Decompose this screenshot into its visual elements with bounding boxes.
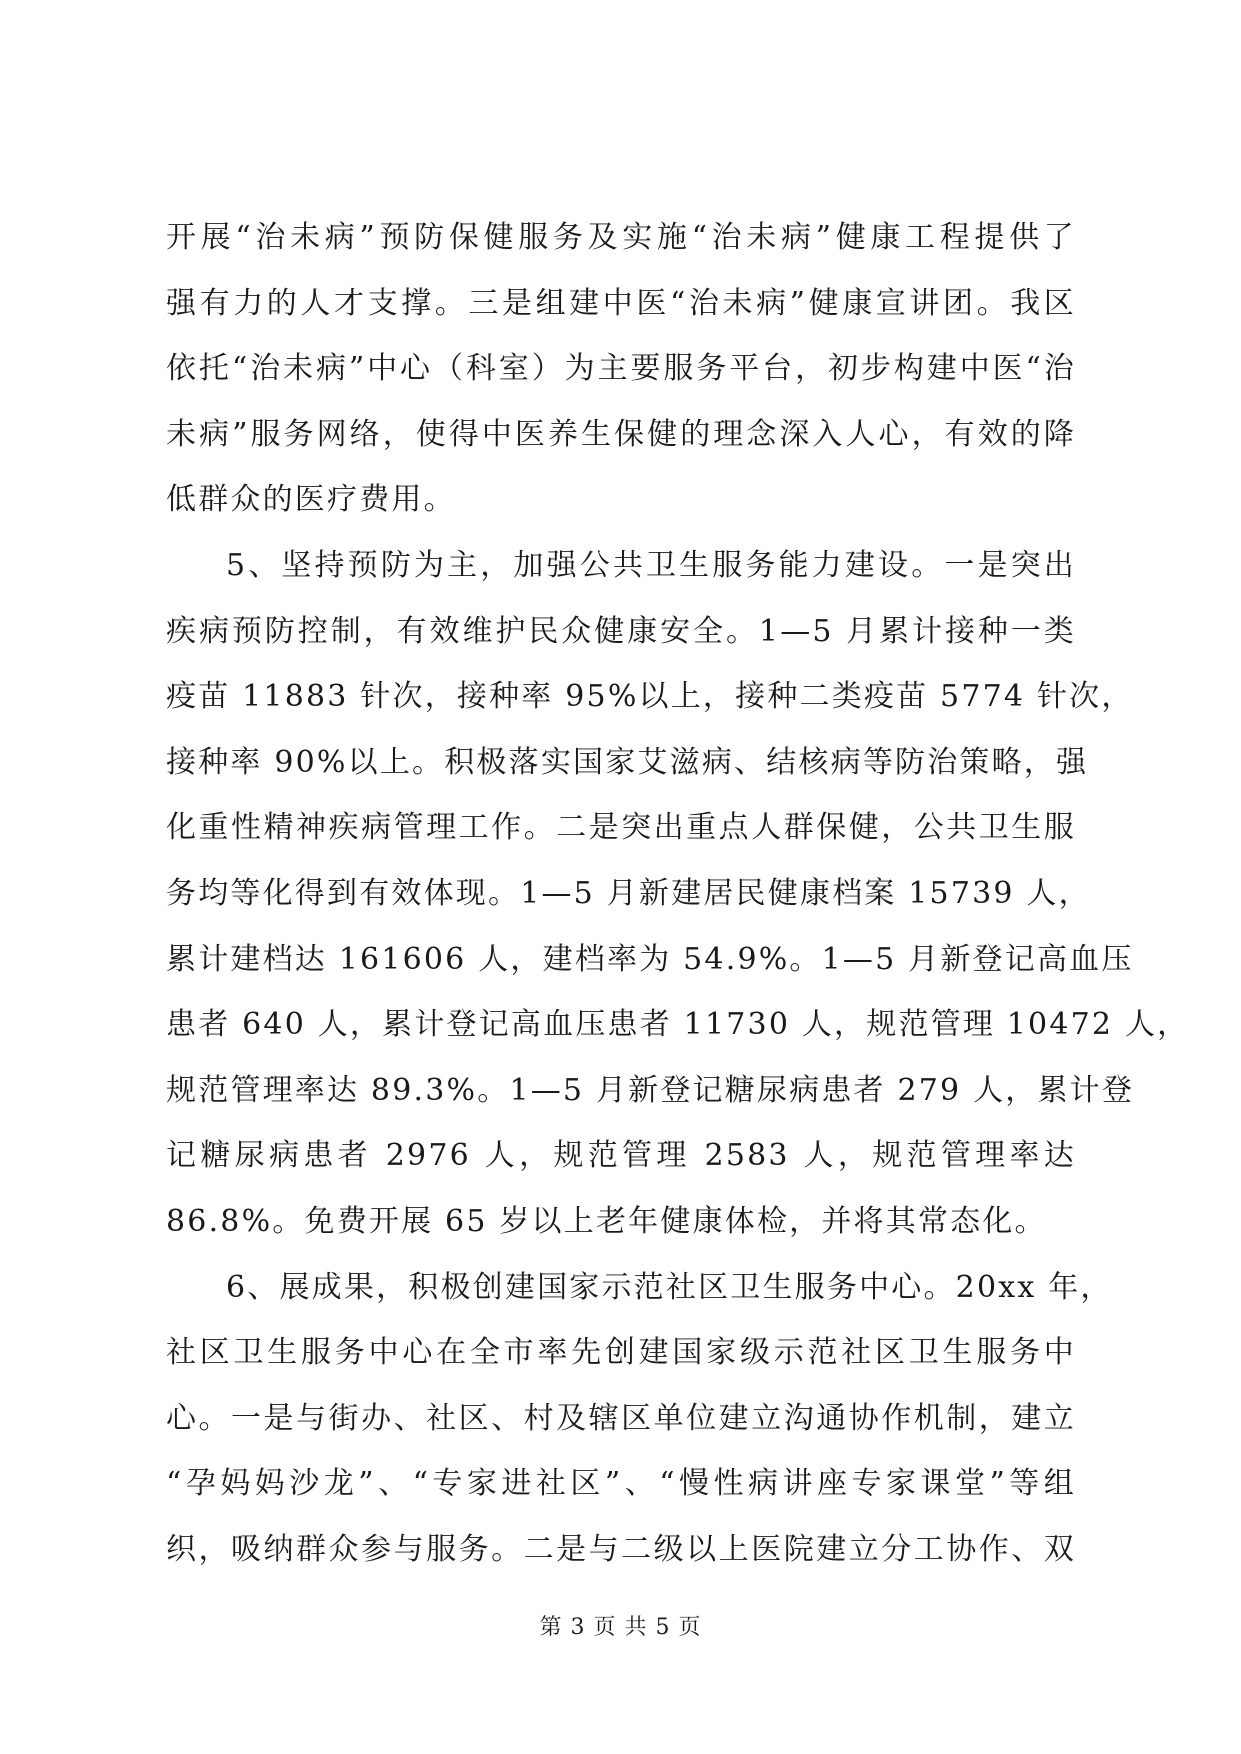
paragraph xyxy=(166,205,1076,533)
text-line: 5、坚持预防为主，加强公共卫生服务能力建设。一是突出 xyxy=(226,547,1076,583)
text-line: 86.8%。免费开展 65 岁以上老年健康体检，并将其常态化。 xyxy=(166,1203,1047,1239)
text-line: 规范管理率达 89.3%。1—5 月新登记糖尿病患者 279 人，累计登 xyxy=(166,1072,1135,1108)
document-body xyxy=(166,205,1190,1582)
text-line: 务均等化得到有效体现。1—5 月新建居民健康档案 15739 人， xyxy=(166,875,1091,911)
text-line: 依托“治未病”中心（科室）为主要服务平台，初步构建中医“治 xyxy=(166,351,1076,387)
text-line: 接种率 90%以上。积极落实国家艾滋病、结核病等防治策略，强 xyxy=(166,744,1089,780)
text-line: 强有力的人才支撑。三是组建中医“治未病”健康宣讲团。我区 xyxy=(166,285,1076,321)
text-line: “孕妈妈沙龙”、“专家进社区”、“慢性病讲座专家课堂”等组 xyxy=(166,1466,1076,1502)
text-line: 开展“治未病”预防保健服务及实施“治未病”健康工程提供了 xyxy=(166,220,1076,255)
text-line: 织，吸纳群众参与服务。二是与二级以上医院建立分工协作、双 xyxy=(166,1531,1076,1567)
page-number-footer: 第 3 页 共 5 页 xyxy=(539,1615,702,1640)
paragraph xyxy=(166,1255,1113,1583)
text-line: 未病”服务网络，使得中医养生保健的理念深入人心，有效的降 xyxy=(166,416,1076,452)
text-line: 心。一是与街办、社区、村及辖区单位建立沟通协作机制，建立 xyxy=(166,1400,1076,1436)
text-line: 疫苗 11883 针次，接种率 95%以上，接种二类疫苗 5774 针次， xyxy=(166,679,1134,715)
text-line: 记糖尿病患者 2976 人，规范管理 2583 人，规范管理率达 xyxy=(166,1138,1076,1174)
text-line: 社区卫生服务中心在全市率先创建国家级示范社区卫生服务中 xyxy=(166,1335,1076,1371)
text-line: 患者 640 人，累计登记高血压患者 11730 人，规范管理 10472 人， xyxy=(166,1007,1190,1043)
text-line: 6、展成果，积极创建国家示范社区卫生服务中心。20xx 年， xyxy=(226,1269,1113,1305)
text-line: 累计建档达 161606 人，建档率为 54.9%。1—5 月新登记高血压 xyxy=(166,941,1134,977)
text-line: 低群众的医疗费用。 xyxy=(166,482,456,518)
text-line: 化重性精神疾病管理工作。二是突出重点人群保健，公共卫生服 xyxy=(166,810,1076,846)
text-line: 疾病预防控制，有效维护民众健康安全。1—5 月累计接种一类 xyxy=(166,613,1076,649)
paragraph xyxy=(166,533,1190,1255)
